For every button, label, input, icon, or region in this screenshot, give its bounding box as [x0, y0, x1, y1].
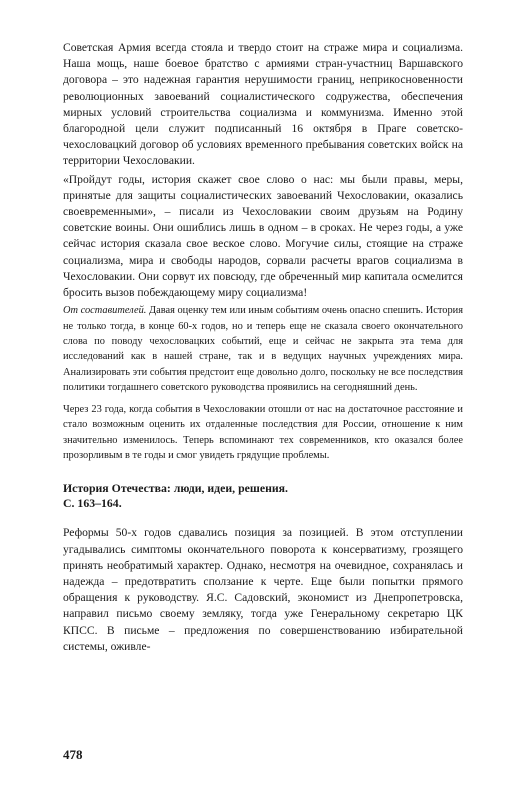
source-reference	[63, 481, 463, 511]
paragraph-23-years: Через 23 года, когда события в Чехословакии отошли от нас на достаточное расстояние и стало возможным оценить их отдаленные последствия для России, отношение к ним значительно изменилось. Теперь вспоминают тех современников, кто оказался более прозорливым в те годы и смог увидеть грядущие проблемы.	[63, 403, 463, 461]
paragraph-quote: «Пройдут годы, история скажет свое слово о нас: мы были правы, меры, принятые для защиты социалистических завоеваний Чехословакии, оказались своевременными», – писали из Чехословакии своим друзьям на Родину советские воины. Они ошиблись лишь в одном – в сроках. Не через годы, а уже сейчас история сказала свое веское слово. Могучие силы, стоящие на страже социализма, мира и свободы народов, сорвали расчеты врагов социализма в Чехословакии. Они сорвут их повсюду, где обреченный мир капитала осмелится бросить вызов побеждающему миру социализма!	[63, 172, 463, 300]
page-number: 478	[63, 747, 83, 762]
compilers-label: От составителей.	[63, 305, 147, 317]
paragraph-reforms: Реформы 50-х годов сдавались позиция за позицией. В этом отступлении угадывались симптомы окончательного поворота к консерватизму, грозящего принять необратимый характер. Однако, несмотря на очевидное, сохранялась и надежда – предотвратить сползание к черте. Еще были попытки прямого обращения к руководству. Я.С. Садовский, экономист из Днепропетровска, направил письмо своему земляку, тогда уже Генеральному секретарю ЦК КПСС. В письме – предложения по совершенствованию избирательной системы, оживле-	[63, 526, 463, 653]
compilers-text: Давая оценку тем или иным событиям очень опасно спешить. История не только тогда, в конце 60-х годов, но и теперь еще не сказала своего окончательного слова по поводу чехословацких событий, еще и сейчас не закрыта эта тема для исследований как в нашей стране, так и в ведущих научных учреждениях мира. Анализировать эти события предстоит еще довольно долго, поскольку не все последствия политики тогдашнего советского руководства проявились на сегодняшний день.	[63, 305, 463, 394]
book-page	[63, 40, 463, 655]
source-pages: С. 163–164.	[63, 496, 122, 511]
source-title: История Отечества: люди, идеи, решения.	[63, 481, 288, 496]
paragraph-army: Советская Армия всегда стояла и твердо стоит на страже мира и социализма. Наша мощь, наше боевое братство с армиями стран-участниц Варшавского договора – это надежная гарантия нерушимости границ, неприкосновенности революционных завоеваний социалистического содружества, обеспечения мирных условий строительства социализма и коммунизма. Именно этой благородной цели служит подписанный 16 октября в Праге советско-чехословацкий договор об условиях временного пребывания советских войск на территории Чехословакии.	[63, 41, 463, 168]
paragraph-compilers-note	[63, 303, 463, 395]
